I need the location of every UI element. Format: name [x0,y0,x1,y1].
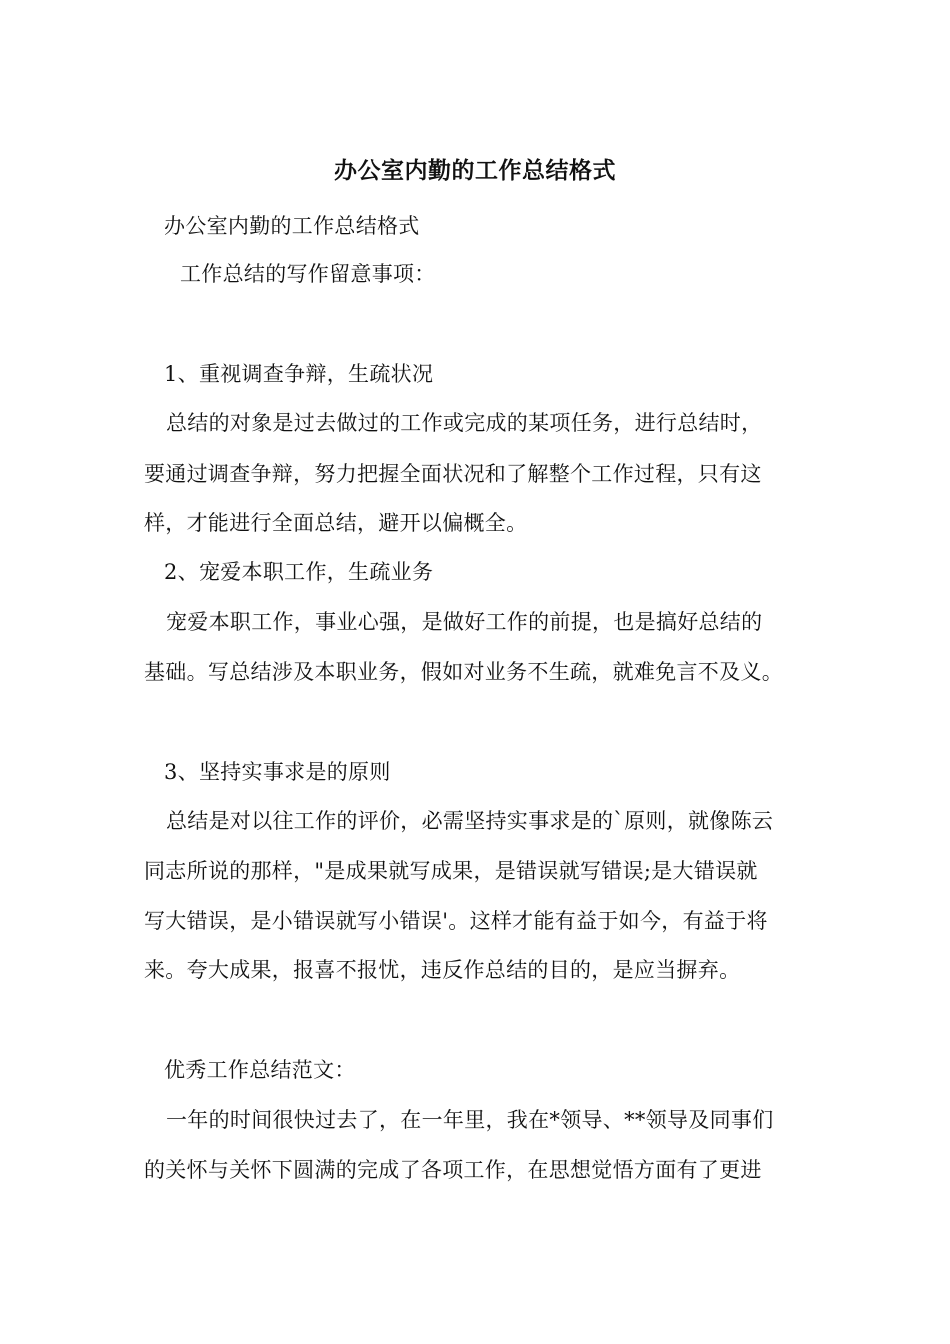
section-intro-line: 工作总结的写作留意事项： [180,262,436,286]
sample-line-2: 的关怀与关怀下圆满的完成了各项工作，在思想觉悟方面有了更进 [144,1158,762,1182]
paragraph-1-line-1: 总结的对象是过去做过的工作或完成的某项任务，进行总结时， [166,411,763,435]
sample-heading: 优秀工作总结范文： [164,1058,356,1082]
heading-2: 2、宠爱本职工作，生疏业务 [164,560,434,584]
sample-line-1: 一年的时间很快过去了，在一年里，我在*领导、**领导及同事们 [166,1108,774,1132]
paragraph-2-line-2: 基础。写总结涉及本职业务，假如对业务不生疏，就难免言不及义。 [144,660,783,684]
paragraph-3-line-4: 来。夸大成果，报喜不报忧，违反作总结的目的，是应当摒弃。 [144,958,741,982]
paragraph-2-line-1: 宠爱本职工作，事业心强，是做好工作的前提，也是搞好总结的 [166,610,763,634]
paragraph-3-line-1: 总结是对以往工作的评价，必需坚持实事求是的`原则，就像陈云 [166,809,774,833]
paragraph-1-line-3: 样，才能进行全面总结，避开以偏概全。 [144,511,528,535]
subtitle-line: 办公室内勤的工作总结格式 [164,214,420,238]
paragraph-3-line-3: 写大错误，是小错误就写小错误'。这样才能有益于如今，有益于将 [144,909,768,933]
paragraph-1-line-2: 要通过调查争辩，努力把握全面状况和了解整个工作过程，只有这 [144,462,762,486]
heading-3: 3、坚持实事求是的原则 [164,760,391,784]
paragraph-3-line-2: 同志所说的那样，"是成果就写成果，是错误就写错误;是大错误就 [144,859,758,883]
document-title: 办公室内勤的工作总结格式 [334,157,616,184]
heading-1: 1、重视调查争辩，生疏状况 [164,362,434,386]
